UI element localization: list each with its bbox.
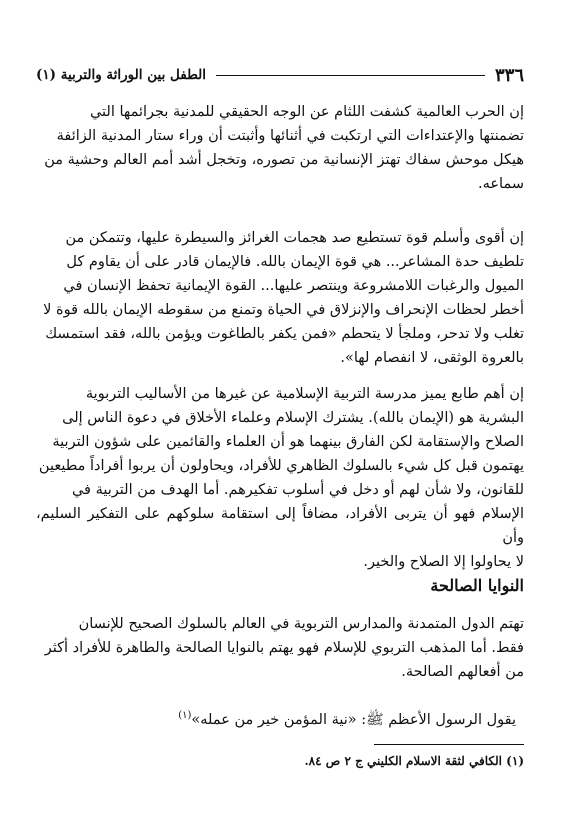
- footnote: [304, 752, 524, 770]
- paragraph-line: البشرية هو (الإيمان بالله). يشترك الإسلام وعلماء الأخلاق في دعوة الناس إلى: [62, 410, 524, 426]
- paragraph-3: [36, 382, 524, 574]
- running-title: الطفل بين الوراثة والتربية (١): [36, 67, 207, 83]
- footnote-reference: (١): [178, 710, 192, 721]
- paragraph-line: تضمنتها والإعتداءات التي ارتكبت في أثنائها وأثبتت أن وراء ستار المدنية الزائفة: [56, 128, 524, 144]
- page-number: ٣٣٦: [494, 64, 524, 86]
- paragraph-line: إن أقوى وأسلم قوة تستطيع صد هجمات الغرائز والسيطرة عليها، وتتمكن من: [65, 230, 524, 246]
- paragraph-line: من أفعالهم الصالحة.: [401, 664, 524, 680]
- paragraph-4: [36, 612, 524, 684]
- paragraph-line: يهتمون قبل كل شيء بالسلوك الظاهري للأفراد، ويحاولون أن يربوا أفراداً مطيعين: [38, 458, 524, 474]
- quote-text: يقول الرسول الأعظم ﷺ: «نية المؤمن خير من عمله»: [191, 711, 516, 728]
- page-header: [36, 64, 524, 86]
- section-heading: النوايا الصالحة: [430, 576, 524, 595]
- paragraph-line: بالعروة الوثقى، لا انفصام لها».: [340, 350, 524, 366]
- footnote-number: (١): [506, 754, 524, 768]
- paragraph-line: الإسلام فهو أن يتربى الأفراد، مضافاً إلى استقامة سلوكهم على التفكير السليم، وأن: [36, 506, 524, 546]
- paragraph-line: الميول والرغبات اللامشروعة وينتصر عليها... القوة الإيمانية تحفظ الإنسان في: [63, 278, 524, 294]
- paragraph-line: هيكل موحش سفاك تهتز الإنسانية من تصوره، وتخجل أشد أمم العالم وحشية من: [44, 152, 524, 168]
- paragraph-line: تغلب ولا تدحر، وملجأ لا يتحطم «فمن يكفر بالطاغوت ويؤمن بالله، فقد استمسك: [45, 326, 524, 342]
- hadith-quote: [178, 704, 516, 732]
- paragraph-line: تلطيف حدة المشاعر... هي قوة الإيمان بالله. فالإيمان قادر على أن يقاوم كل: [66, 254, 524, 270]
- footnote-text: الكافي لثقة الاسلام الكليني ج ٢ ص ٨٤.: [304, 754, 502, 768]
- paragraph-line: أخطر لحظات الإنحراف والإنزلاق في الحياة وتمنع من سقوطه الإيمان بالله قوة لا: [43, 302, 524, 318]
- paragraph-2: [36, 226, 524, 370]
- paragraph-line: سماعه.: [478, 176, 524, 192]
- paragraph-line: إن أهم طابع يميز مدرسة التربية الإسلامية عن غيرها من الأساليب التربوية: [85, 386, 524, 402]
- paragraph-1: [36, 100, 524, 196]
- paragraph-line: إن الحرب العالمية كشفت اللثام عن الوجه الحقيقي للمدنية بجرائمها التي: [89, 104, 524, 120]
- footnote-rule: [374, 744, 524, 745]
- paragraph-line: فقط. أما المذهب التربوي للإسلام فهو يهتم بالنوايا الصالحة والطاهرة للأفراد أكثر: [44, 640, 524, 656]
- paragraph-line: الصلاح والإستقامة لكن الفارق بينهما هو أن العلماء والقائمين على شؤون التربية: [52, 434, 524, 450]
- paragraph-line: تهتم الدول المتمدنة والمدارس التربوية في العالم بالسلوك الصحيح للإنسان: [78, 616, 524, 632]
- header-rule: [216, 75, 485, 76]
- paragraph-line: للقانون، ولا شأن لهم أو دخل في أسلوب تفكيرهم. أما الهدف من التربية في: [71, 482, 524, 498]
- paragraph-line: لا يحاولوا إلا الصلاح والخير.: [363, 554, 524, 570]
